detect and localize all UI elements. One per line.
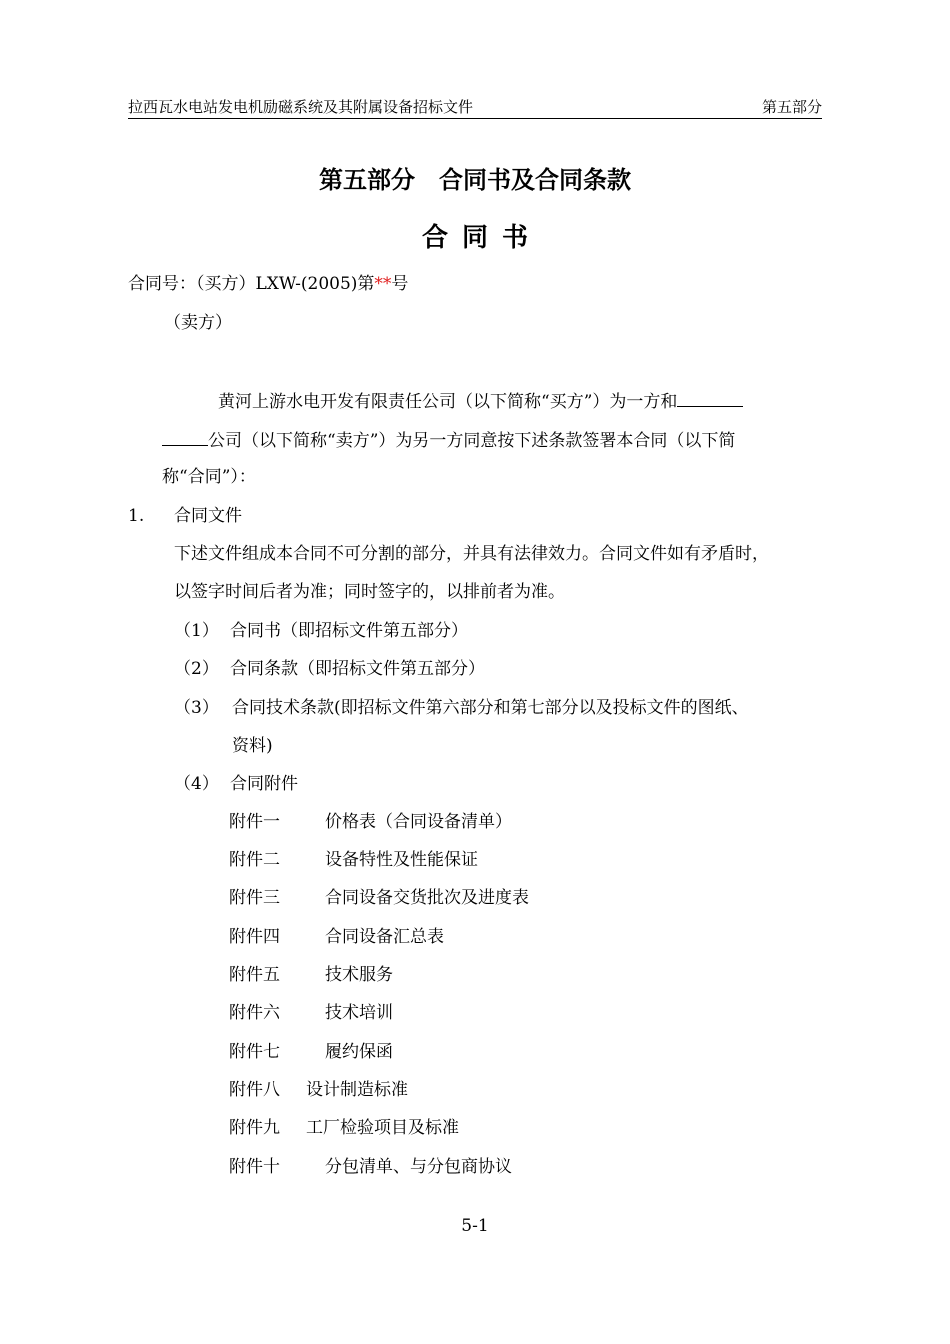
attachment-label: 附件一 bbox=[229, 812, 280, 832]
document-title: 合同书 bbox=[421, 223, 542, 253]
attachment-text: 合同设备交货批次及进度表 bbox=[325, 888, 529, 908]
section-para-line-2: 以签字时间后者为准；同时签字的，以排前者为准。 bbox=[174, 582, 565, 602]
intro-line-2 bbox=[162, 427, 735, 453]
attachment-text: 合同设备汇总表 bbox=[325, 927, 444, 947]
intro-text-1: 黄河上游水电开发有限责任公司（以下简称“买方”）为一方和 bbox=[218, 392, 678, 412]
attachment-text: 技术培训 bbox=[325, 1003, 393, 1023]
header-document-title: 拉西瓦水电站发电机励磁系统及其附属设备招标文件 bbox=[128, 98, 474, 116]
attachment-item bbox=[229, 1155, 512, 1179]
seller-line: （卖方） bbox=[164, 313, 232, 333]
contract-number-suffix: 号 bbox=[391, 274, 409, 294]
attachment-item bbox=[229, 1078, 408, 1102]
attachment-label: 附件四 bbox=[229, 927, 280, 947]
list-item-number: （3） bbox=[174, 698, 219, 718]
attachment-text: 履约保函 bbox=[325, 1042, 393, 1062]
attachment-label: 附件二 bbox=[229, 850, 280, 870]
list-item-number: （2） bbox=[174, 659, 219, 679]
list-item-number: （4） bbox=[174, 774, 219, 794]
attachment-item bbox=[229, 1116, 459, 1140]
attachment-item bbox=[229, 848, 478, 872]
contract-number-placeholder: ** bbox=[374, 274, 392, 294]
attachment-label: 附件九 bbox=[229, 1118, 280, 1138]
list-item-text: 合同条款（即招标文件第五部分） bbox=[230, 659, 485, 679]
section-number: 1. bbox=[128, 506, 145, 526]
attachment-text: 设计制造标准 bbox=[306, 1080, 408, 1100]
attachment-text: 工厂检验项目及标准 bbox=[306, 1118, 459, 1138]
part-title: 第五部分 合同书及合同条款 bbox=[319, 166, 631, 194]
attachment-text: 分包清单、与分包商协议 bbox=[325, 1157, 512, 1177]
attachment-label: 附件六 bbox=[229, 1003, 280, 1023]
attachment-item bbox=[229, 1040, 393, 1064]
attachment-item bbox=[229, 925, 444, 949]
section-title: 合同文件 bbox=[174, 506, 242, 526]
list-item-text: 合同技术条款(即招标文件第六部分和第七部分以及投标文件的图纸、 bbox=[232, 698, 749, 718]
intro-text-2: 公司（以下简称“卖方”）为另一方同意按下述条款签署本合同（以下简 bbox=[208, 431, 736, 451]
list-item bbox=[174, 696, 749, 720]
attachment-label: 附件三 bbox=[229, 888, 280, 908]
page-header bbox=[128, 96, 822, 119]
attachment-text: 设备特性及性能保证 bbox=[325, 850, 478, 870]
header-section: 第五部分 bbox=[761, 98, 822, 116]
list-item bbox=[174, 772, 298, 796]
attachment-item bbox=[229, 886, 529, 910]
blank-underline-cont bbox=[162, 427, 208, 446]
attachment-item bbox=[229, 963, 393, 987]
intro-line-1 bbox=[218, 388, 743, 414]
list-item bbox=[174, 619, 468, 643]
list-item bbox=[174, 657, 485, 681]
contract-number-label: 合同号：（买方）LXW-(2005)第 bbox=[128, 274, 375, 294]
list-item-text: 合同附件 bbox=[230, 774, 298, 794]
attachment-label: 附件八 bbox=[229, 1080, 280, 1100]
contract-number bbox=[128, 272, 408, 296]
section-para-line-1: 下述文件组成本合同不可分割的部分，并具有法律效力。合同文件如有矛盾时， bbox=[174, 544, 769, 564]
page-number: 5-1 bbox=[461, 1216, 489, 1236]
blank-underline bbox=[677, 388, 743, 407]
list-item-number: （1） bbox=[174, 621, 219, 641]
intro-line-3: 称“合同”）： bbox=[162, 467, 256, 487]
attachment-text: 价格表（合同设备清单） bbox=[325, 812, 512, 832]
attachment-label: 附件五 bbox=[229, 965, 280, 985]
attachment-label: 附件七 bbox=[229, 1042, 280, 1062]
attachment-text: 技术服务 bbox=[325, 965, 393, 985]
attachment-label: 附件十 bbox=[229, 1157, 280, 1177]
attachment-item bbox=[229, 1001, 393, 1025]
list-item-text: 合同书（即招标文件第五部分） bbox=[230, 621, 468, 641]
attachment-item bbox=[229, 810, 512, 834]
list-item-continuation: 资料) bbox=[232, 736, 273, 756]
